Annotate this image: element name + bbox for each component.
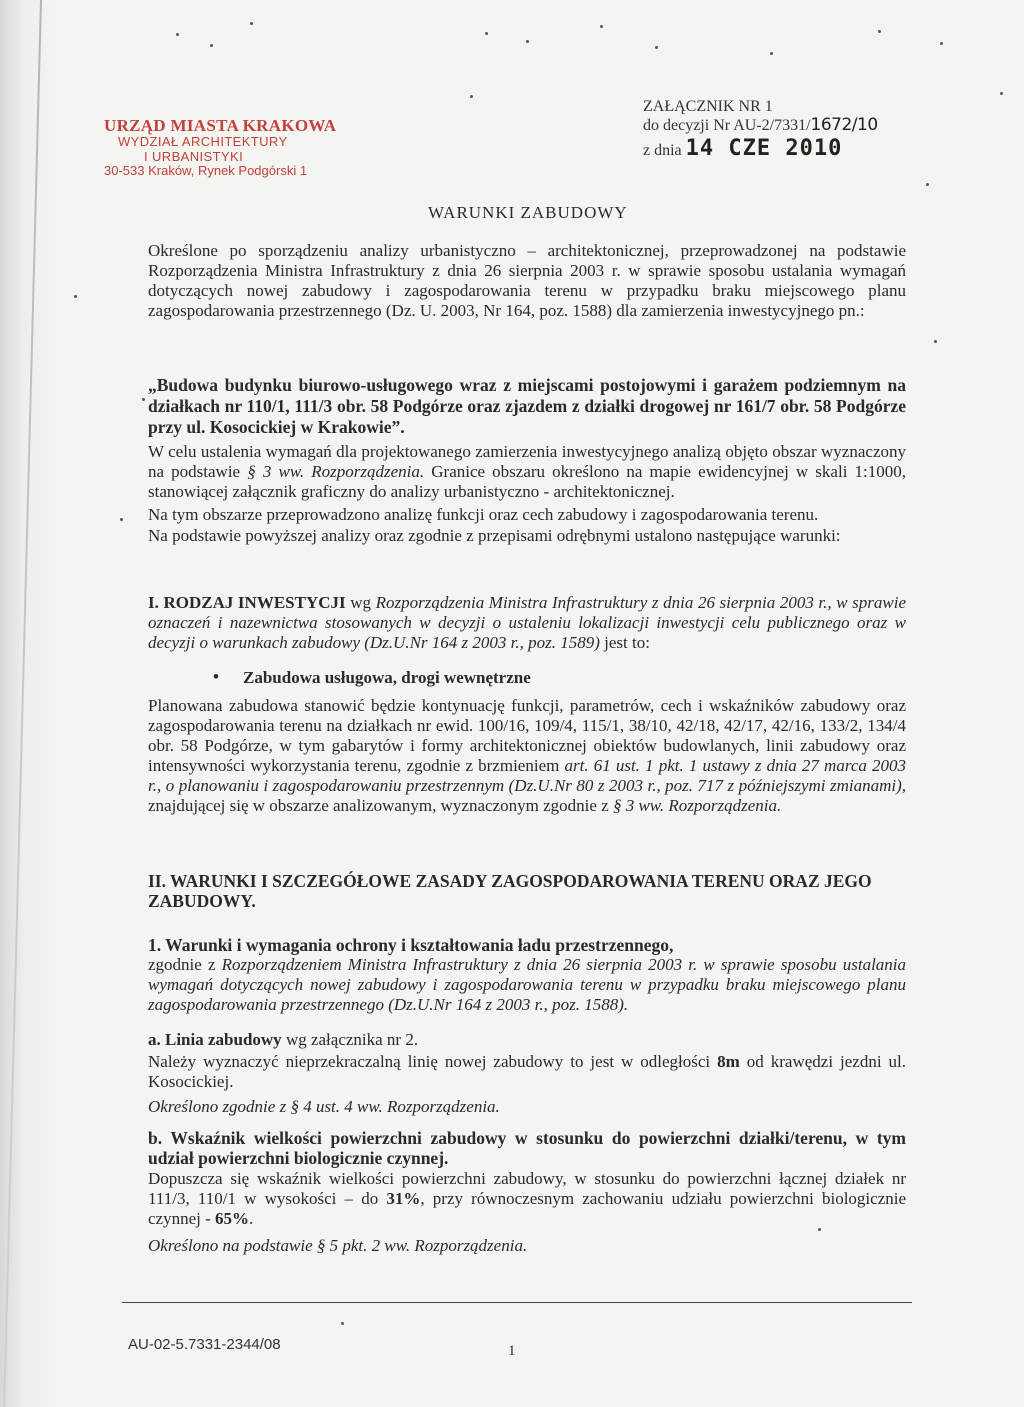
decision-number (643, 116, 878, 136)
analysis-area-regulation: § 3 ww. Rozporządzenia. (247, 462, 425, 481)
scan-speck (142, 398, 145, 401)
scan-speck (600, 25, 603, 28)
scan-speck (74, 295, 77, 298)
section-1-paragraph-text: Planowana zabudowa stanowić będzie kontynuację funkcji, parametrów, cech i wskaźników zabudowy oraz zagospodarowania terenu na działkach nr ewid. 100/16, 109/4, 115/1, 38/10, 42/18, 42/17, 42/16, 133/2, 134/4 obr. 58 Podgórze, w tym gabarytów i formy architektonicznej obiektów budowlanych, linii zabudowy oraz intensywności wykorzystania terenu, zgodnie z brzmieniem (148, 696, 906, 775)
subsection-1-heading: 1. Warunki i wymagania ochrony i kształtowania ładu przestrzennego, (148, 935, 674, 955)
analysis-conclusion-paragraph: Na podstawie powyższej analizy oraz zgodnie z przepisami odrębnymi ustalono następujące warunki: (148, 526, 841, 545)
item-a-title: a. Linia zabudowy (148, 1030, 282, 1049)
item-a-text-end: od krawędzi jezdni ul. Kosocickiej. (148, 1052, 907, 1091)
office-stamp (104, 116, 344, 179)
section-1-law-reference: art. 61 ust. 1 pkt. 1 ustawy z dnia 27 marca 2003 r., o planowaniu i zagospodarowaniu przestrzennym (Dz.U.Nr 80 z 2003 r., poz. 717 z późniejszymi zmianami), (148, 756, 906, 795)
item-a-text (148, 1052, 906, 1092)
annex-reference (643, 98, 878, 161)
item-b-text-start: Dopuszcza się wskaźnik wielkości powierzchni zabudowy, w stosunku do powierzchni łącznej działek nr 111/3, 110/1 w wysokości – do (148, 1169, 906, 1208)
item-a-heading (148, 1030, 906, 1050)
subsection-1-text-start: zgodnie z (148, 955, 216, 974)
item-a-basis: Określono zgodnie z § 4 ust. 4 ww. Rozporządzenia. (148, 1097, 500, 1116)
footer-reference: AU-02-5.7331-2344/08 (128, 1336, 281, 1353)
decision-date-stamp: 14 CZE 2010 (685, 135, 843, 161)
section-1-paragraph-rest: znajdującej się w obszarze analizowanym, wyznaczonym zgodnie z (148, 796, 609, 815)
scan-speck (1000, 92, 1003, 95)
scan-speck (210, 44, 213, 47)
section-1-heading: I. RODZAJ INWESTYCJI (148, 593, 346, 612)
stamp-office-name: URZĄD MIASTA KRAKOWA (104, 116, 337, 135)
section-1-paragraph (148, 696, 906, 816)
subsection-1-regulation: Rozporządzeniem Ministra Infrastruktury z dnia 26 sierpnia 2003 r. w sprawie sposobu ustalania wymagań dotyczących nowej zabudowy i zagospodarowania terenu w przypadku braku miejscowego planu zagospodarowania przestrzennego (Dz.U.Nr 164 z 2003 r., poz. 1588). (148, 955, 907, 1014)
scan-speck (526, 40, 529, 43)
analysis-area-paragraph (148, 442, 906, 502)
section-1-heading-wg: wg (350, 593, 372, 612)
decision-number-handwritten: 1672/10 (810, 115, 878, 136)
scan-speck (341, 1322, 344, 1325)
section-1-regulation-2: § 3 ww. Rozporządzenia. (612, 796, 782, 815)
stamp-address: 30-533 Kraków, Rynek Podgórski 1 (104, 163, 308, 179)
item-b-coverage: 31% (386, 1189, 421, 1208)
intro-paragraph: Określone po sporządzeniu analizy urbanistyczno – architektonicznej, przeprowadzonej na podstawie Rozporządzenia Ministra Infrastruktury z dnia 26 sierpnia 2003 r. w sprawie sposobu ustalania wymagań dotyczących nowej zabudowy i zagospodarowania terenu w przypadku braku miejscowego planu zagospodarowania przestrzennego (Dz. U. 2003, Nr 164, poz. 1588) dla zamierzenia inwestycyjnego pn.: (148, 241, 906, 320)
item-b-basis: Określono na podstawie § 5 pkt. 2 ww. Rozporządzenia. (148, 1236, 528, 1255)
section-2-heading: II. WARUNKI I SZCZEGÓŁOWE ZASADY ZAGOSPODAROWANIA TERENU ORAZ JEGO ZABUDOWY. (148, 871, 872, 911)
section-1-tail: jest to: (604, 633, 650, 652)
item-b-text-mid: , przy równoczesnym zachowaniu udziału powierzchni biologicznie czynnej - (148, 1189, 907, 1228)
scan-speck (926, 183, 929, 186)
section-1 (148, 593, 906, 653)
analysis-scope-paragraph: Na tym obszarze przeprowadzono analizę funkcji oraz cech zabudowy i zagospodarowania terenu. (148, 505, 819, 524)
section-1-regulation: Rozporządzenia Ministra Infrastruktury z dnia 26 sierpnia 2003 r., w sprawie oznaczeń i nazewnictwa stosowanych w decyzji o ustaleniu lokalizacji inwestycji celu publicznego oraz w decyzji o warunkach zabudowy (Dz.U.Nr 164 z 2003 r., poz. 1589) (148, 593, 907, 652)
decision-date (643, 136, 878, 161)
annex-number: ZAŁĄCZNIK NR 1 (643, 98, 773, 115)
scan-speck (470, 95, 473, 98)
scan-speck (655, 46, 658, 49)
item-b-text-end: . (249, 1209, 254, 1228)
investment-type: Zabudowa usługowa, drogi wewnętrzne (243, 668, 531, 687)
decision-number-label: do decyzji Nr AU-2/7331/ (643, 117, 811, 135)
analysis-area-text: W celu ustalenia wymagań dla projektowanego zamierzenia inwestycyjnego analizą objęto obszar wyznaczony na podstawie (148, 442, 906, 481)
scan-speck (250, 22, 253, 25)
decision-date-label: z dnia (643, 141, 682, 159)
item-b-biological: 65% (215, 1209, 250, 1228)
analysis-area-text-rest: Granice obszaru określono na mapie ewidencyjnej w skali 1:1000, stanowiącej załącznik graficzny do analizy urbanistyczno - architektonicznej. (148, 462, 907, 501)
page-number: 1 (508, 1343, 516, 1359)
project-title: „Budowa budynku biurowo-usługowego wraz z miejscami postojowymi i garażem podziemnym na działkach nr 110/1, 111/3 obr. 58 Podgórze oraz zjazdem z działki drogowej nr 161/7 obr. 58 Podgórze przy ul. Kosocickiej w Krakowie”. (148, 375, 906, 437)
stamp-department-2: I URBANISTYKI (144, 148, 244, 164)
scan-speck (878, 30, 881, 33)
item-a-text-start: Należy wyznaczyć nieprzekraczalną linię nowej zabudowy to jest w odległości (148, 1052, 711, 1071)
item-b-text (148, 1169, 906, 1229)
scan-speck (485, 32, 488, 35)
stamp-department: WYDZIAŁ ARCHITEKTURY (118, 134, 288, 150)
scan-speck (934, 340, 937, 343)
scan-speck (940, 42, 943, 45)
scan-speck (176, 33, 179, 36)
footer-divider (122, 1302, 912, 1303)
item-b-heading: b. Wskaźnik wielkości powierzchni zabudowy w stosunku do powierzchni działki/terenu, w tym udział powierzchni biologicznie czynnej. (148, 1128, 906, 1168)
document-title: WARUNKI ZABUDOWY (428, 203, 628, 222)
scan-speck (770, 52, 773, 55)
item-a-distance: 8m (717, 1052, 740, 1071)
item-a-attachment: wg załącznika nr 2. (285, 1030, 419, 1049)
scan-speck (120, 518, 123, 521)
bullet-icon: • (213, 667, 219, 686)
subsection-1-text (148, 955, 906, 1015)
